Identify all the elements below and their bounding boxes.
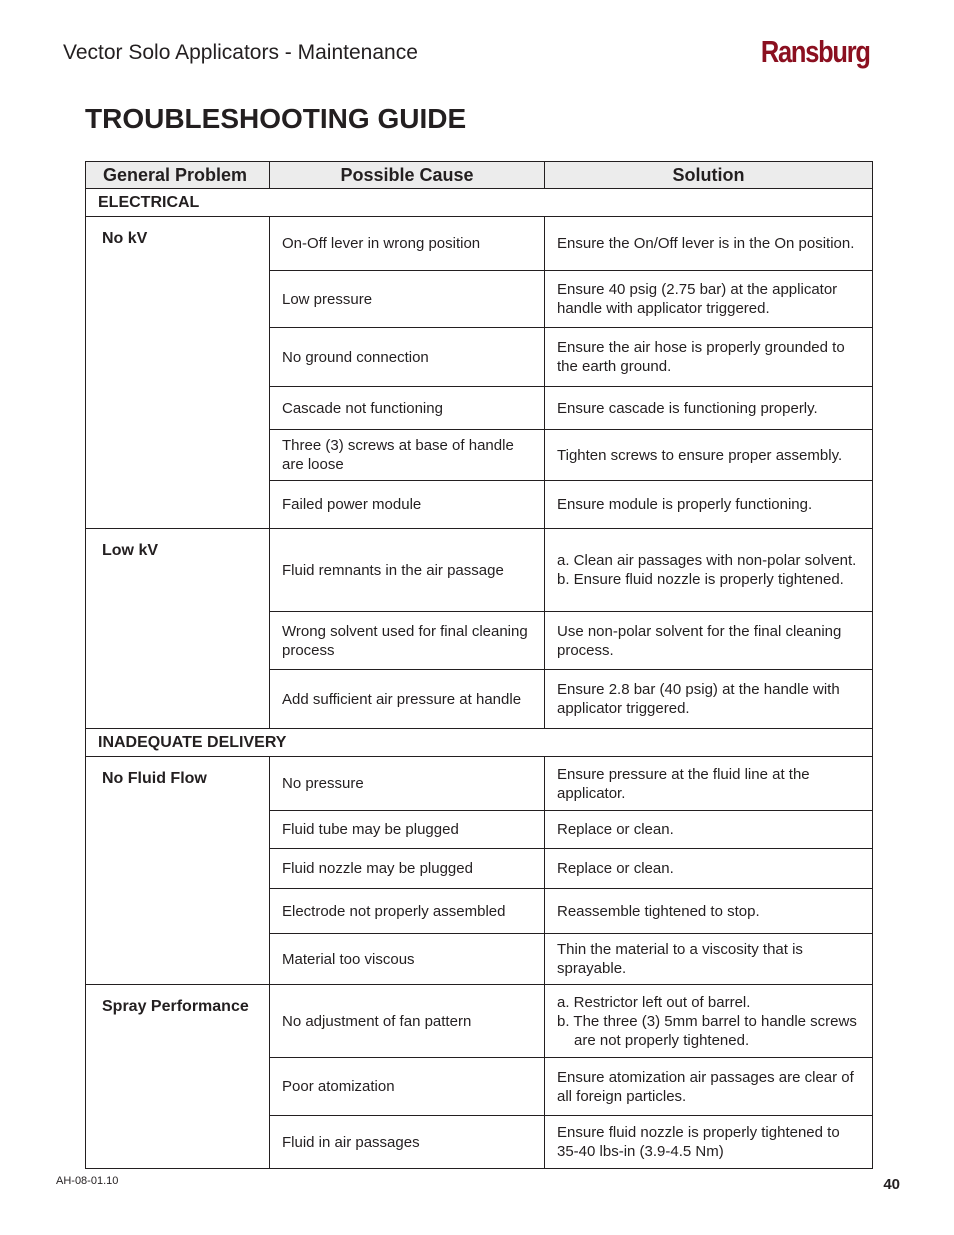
section-row: [86, 729, 873, 757]
cause-text: Fluid in air passages: [282, 1133, 420, 1151]
solution-cell: [545, 889, 873, 934]
cause-cell: [270, 387, 545, 430]
table-row: [86, 217, 873, 271]
document-header-title: Vector Solo Applicators - Maintenance: [63, 41, 418, 64]
solution-text: Ensure module is properly functioning.: [557, 496, 813, 513]
solution-cell: [545, 757, 873, 811]
solution-wrap: [557, 889, 862, 933]
cause-cell: [270, 811, 545, 849]
solution-cell: [545, 934, 873, 985]
cause-cell: [270, 1116, 545, 1169]
solution-cell: [545, 328, 873, 387]
solution-wrap: [557, 670, 862, 728]
solution-wrap: [557, 849, 862, 888]
brand-logo: Ransburg: [761, 34, 870, 69]
solution-cell: [545, 387, 873, 430]
cause-cell: [270, 481, 545, 529]
cause-text: Fluid remnants in the air passage: [282, 561, 504, 579]
cause-cell: [270, 529, 545, 612]
cause-text: Fluid nozzle may be plugged: [282, 860, 473, 877]
solution-text: Ensure pressure at the fluid line at the applicator.: [557, 765, 810, 802]
solution-wrap: [557, 757, 862, 810]
problem-label: Spray Performance: [86, 985, 270, 1169]
problem-label: Low kV: [86, 529, 270, 729]
cause-text: No ground connection: [282, 348, 429, 366]
table-header-row: [86, 162, 873, 189]
cause-cell: [270, 271, 545, 328]
solution-text: Replace or clean.: [557, 821, 674, 838]
solution-item: b. The three (3) 5mm barrel to handle screws are not properly tightened.: [557, 1012, 857, 1049]
solution-wrap: [557, 387, 862, 429]
solution-text: Ensure atomization air passages are clear of all foreign particles.: [557, 1068, 854, 1105]
solution-item: a. Restrictor left out of barrel.: [557, 993, 751, 1011]
cause-cell: [270, 1058, 545, 1116]
column-header-possible-cause: Possible Cause: [270, 162, 545, 189]
cause-text: Add sufficient air pressure at handle: [282, 690, 522, 708]
solution-cell: [545, 985, 873, 1058]
solution-cell: [545, 612, 873, 670]
solution-text: Tighten screws to ensure proper assembly.: [557, 446, 843, 464]
solution-item: a. Clean air passages with non-polar solvent.: [557, 552, 857, 569]
solution-text: Ensure the air hose is properly grounded to the earth ground.: [557, 339, 845, 375]
solution-wrap: [557, 1058, 862, 1115]
cause-text: Low pressure: [282, 290, 373, 308]
cause-cell: [270, 328, 545, 387]
cause-cell: [270, 217, 545, 271]
solution-wrap: [557, 612, 862, 669]
cause-cell: [270, 757, 545, 811]
solution-cell: [545, 217, 873, 271]
cause-cell: [270, 849, 545, 889]
solution-text: Reassemble tightened to stop.: [557, 902, 760, 920]
solution-list: [557, 551, 856, 589]
table-row: [86, 529, 873, 612]
solution-list: [557, 993, 862, 1050]
solution-text: Use non-polar solvent for the final cleaning process.: [557, 622, 842, 659]
page-title: TROUBLESHOOTING GUIDE: [85, 103, 467, 134]
page-number: 40: [883, 1176, 900, 1193]
column-header-general-problem: General Problem: [86, 162, 270, 189]
cause-text: Fluid tube may be plugged: [282, 821, 459, 838]
solution-cell: [545, 670, 873, 729]
solution-item: b. Ensure fluid nozzle is properly tightened.: [557, 571, 844, 588]
problem-label: No Fluid Flow: [86, 757, 270, 985]
solution-cell: [545, 811, 873, 849]
troubleshooting-table: [85, 161, 873, 1169]
cause-text: Material too viscous: [282, 950, 415, 968]
solution-text: Replace or clean.: [557, 860, 674, 877]
solution-cell: [545, 430, 873, 481]
section-label: ELECTRICAL: [86, 189, 873, 217]
solution-wrap: [557, 985, 862, 1057]
solution-cell: [545, 849, 873, 889]
cause-cell: [270, 612, 545, 670]
document-code: AH-08-01.10: [56, 1175, 119, 1187]
solution-cell: [545, 271, 873, 328]
solution-cell: [545, 1058, 873, 1116]
column-header-solution: Solution: [545, 162, 873, 189]
solution-text: Thin the material to a viscosity that is sprayable.: [557, 941, 803, 977]
solution-wrap: [557, 481, 862, 528]
solution-wrap: [557, 811, 862, 848]
cause-text: No pressure: [282, 775, 364, 792]
table-row: [86, 757, 873, 811]
table-row: [86, 985, 873, 1058]
cause-cell: [270, 985, 545, 1058]
cause-text: Wrong solvent used for final cleaning process: [282, 622, 528, 659]
solution-wrap: [557, 217, 862, 270]
cause-text: Electrode not properly assembled: [282, 902, 506, 920]
cause-cell: [270, 670, 545, 729]
solution-cell: [545, 481, 873, 529]
solution-text: Ensure fluid nozzle is properly tightened to 35-40 lbs-in (3.9-4.5 Nm): [557, 1124, 840, 1160]
solution-wrap: [557, 1116, 862, 1168]
section-label: INADEQUATE DELIVERY: [86, 729, 873, 757]
solution-wrap: [557, 529, 862, 611]
solution-wrap: [557, 430, 862, 480]
solution-cell: [545, 1116, 873, 1169]
solution-wrap: [557, 271, 862, 327]
cause-text: Cascade not functioning: [282, 399, 443, 417]
cause-text: No adjustment of fan pattern: [282, 1012, 472, 1030]
solution-text: Ensure cascade is functioning properly.: [557, 399, 818, 417]
solution-wrap: [557, 328, 862, 386]
cause-text: On-Off lever in wrong position: [282, 235, 481, 252]
cause-text: Poor atomization: [282, 1078, 395, 1095]
cause-text: Three (3) screws at base of handle are loose: [282, 437, 514, 473]
cause-cell: [270, 889, 545, 934]
problem-label: No kV: [86, 217, 270, 529]
solution-cell: [545, 529, 873, 612]
solution-text: Ensure the On/Off lever is in the On position.: [557, 235, 855, 252]
solution-text: Ensure 40 psig (2.75 bar) at the applicator handle with applicator triggered.: [557, 281, 838, 317]
cause-text: Failed power module: [282, 496, 422, 513]
cause-cell: [270, 934, 545, 985]
solution-wrap: [557, 934, 862, 984]
section-row: [86, 189, 873, 217]
solution-text: Ensure 2.8 bar (40 psig) at the handle with applicator triggered.: [557, 681, 840, 717]
cause-cell: [270, 430, 545, 481]
